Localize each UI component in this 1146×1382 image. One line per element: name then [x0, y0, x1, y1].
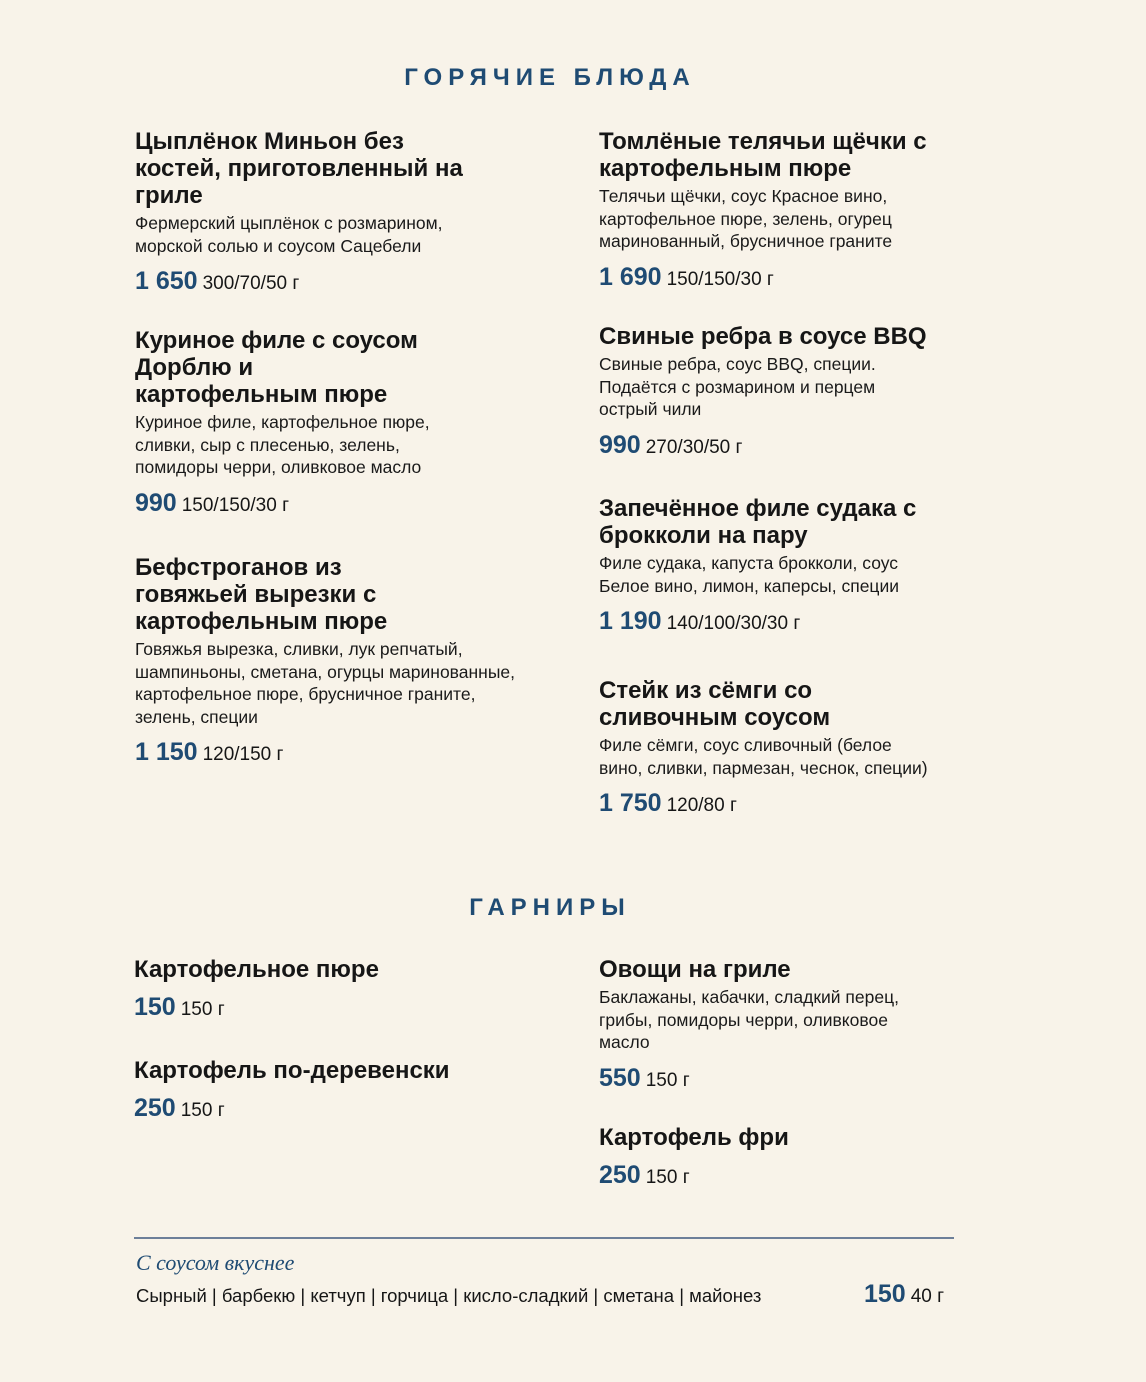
menu-item	[599, 495, 959, 636]
sauces-weight: 40 г	[910, 1286, 945, 1307]
price-line	[599, 431, 959, 460]
sauces-price-line	[864, 1280, 944, 1309]
sauces-price: 150	[864, 1280, 906, 1308]
item-weight: 150 г	[180, 999, 225, 1020]
hot-dishes-right-column-4	[599, 677, 959, 818]
menu-item	[134, 956, 554, 1022]
item-name: Бефстроганов из говяжьей вырезки с картофельным пюре	[135, 554, 388, 635]
item-description: Филе судака, капуста брокколи, соус Белое вино, лимон, каперсы, специи	[599, 553, 900, 596]
hot-dishes-left-column-2	[135, 327, 555, 518]
item-price: 550	[599, 1063, 641, 1092]
divider	[134, 1237, 954, 1239]
price-line	[599, 1161, 959, 1190]
price-line	[135, 738, 555, 767]
item-description: Говяжья вырезка, сливки, лук репчатый, шампиньоны, сметана, огурцы маринованные, картофельное пюре, брусничное граните, зелень, специи	[135, 639, 516, 727]
item-description: Куриное филе, картофельное пюре, сливки, сыр с плесенью, зелень, помидоры черри, оливковое масло	[135, 412, 430, 477]
item-price: 1 690	[599, 262, 662, 291]
hot-dishes-right-column-3	[599, 495, 959, 636]
item-description: Филе сёмги, соус сливочный (белое вино, сливки, пармезан, чеснок, специи)	[599, 735, 928, 778]
menu-item	[135, 128, 555, 296]
price-line	[135, 489, 555, 518]
item-name: Томлёные телячьи щёчки с картофельным пюре	[599, 128, 927, 182]
sauces-list: Сырный | барбекю | кетчуп | горчица | кисло-сладкий | сметана | майонез	[136, 1285, 762, 1306]
item-description: Свиные ребра, соус BBQ, специи. Подаётся с розмарином и перцем острый чили	[599, 354, 876, 419]
section-title-hot-dishes: ГОРЯЧИЕ БЛЮДА	[404, 64, 696, 91]
item-price: 1 150	[135, 738, 198, 766]
price-line	[135, 267, 555, 296]
menu-item	[134, 1057, 554, 1123]
hot-dishes-right-column-2	[599, 323, 959, 460]
item-description: Телячьи щёчки, соус Красное вино, картофельное пюре, зелень, огурец маринованный, брусничное граните	[599, 186, 893, 251]
price-line	[599, 1064, 959, 1093]
item-weight: 150 г	[180, 1100, 225, 1121]
garnishes-right-column-2	[599, 1124, 959, 1190]
sauces-title: С соусом вкуснее	[136, 1250, 295, 1275]
menu-item	[599, 1124, 959, 1190]
menu-item	[599, 956, 959, 1093]
price-line	[599, 263, 959, 292]
item-price: 1 190	[599, 607, 662, 635]
item-weight: 120/150 г	[202, 744, 284, 765]
item-price: 250	[134, 1094, 176, 1122]
item-name: Стейк из сёмги со сливочным соусом	[599, 677, 831, 731]
menu-item	[599, 128, 959, 292]
hot-dishes-left-column	[135, 128, 555, 296]
menu-item	[135, 327, 555, 518]
item-description: Баклажаны, кабачки, сладкий перец, грибы, помидоры черри, оливковое масло	[599, 987, 899, 1052]
item-price: 990	[599, 430, 641, 459]
item-price: 1 650	[135, 267, 198, 295]
garnishes-left-column-2	[134, 1057, 554, 1123]
item-name: Картофель по-деревенски	[134, 1057, 450, 1084]
item-name: Картофельное пюре	[134, 956, 379, 983]
price-line	[599, 607, 959, 636]
item-name: Куриное филе с соусом Дорблю и картофельным пюре	[135, 327, 418, 408]
menu-item	[599, 677, 959, 818]
menu-item	[135, 554, 555, 767]
item-name: Цыплёнок Миньон без костей, приготовленный на гриле	[135, 128, 463, 209]
menu-item	[599, 323, 959, 460]
item-description: Фермерский цыплёнок с розмарином, морской солью и соусом Сацебели	[135, 213, 443, 256]
item-weight: 150 г	[645, 1069, 690, 1091]
item-name: Овощи на гриле	[599, 956, 791, 983]
item-weight: 140/100/30/30 г	[666, 613, 801, 634]
item-price: 990	[135, 488, 177, 517]
item-weight: 150/150/30 г	[181, 494, 290, 516]
item-weight: 300/70/50 г	[202, 273, 300, 294]
price-line	[599, 789, 959, 818]
item-price: 150	[134, 993, 176, 1021]
item-weight: 150 г	[645, 1167, 690, 1188]
price-line	[134, 1094, 554, 1123]
hot-dishes-left-column-3	[135, 554, 555, 767]
garnishes-left-column	[134, 956, 554, 1022]
item-weight: 270/30/50 г	[645, 436, 743, 458]
item-price: 250	[599, 1161, 641, 1189]
hot-dishes-right-column	[599, 128, 959, 292]
item-name: Запечённое филе судака с брокколи на пару	[599, 495, 917, 549]
price-line	[134, 993, 554, 1022]
item-weight: 120/80 г	[666, 795, 737, 816]
item-price: 1 750	[599, 789, 662, 817]
item-weight: 150/150/30 г	[666, 268, 774, 290]
garnishes-right-column	[599, 956, 959, 1093]
section-title-garnishes: ГАРНИРЫ	[469, 894, 631, 921]
item-name: Свиные ребра в соусе BBQ	[599, 323, 927, 350]
item-name: Картофель фри	[599, 1124, 789, 1151]
